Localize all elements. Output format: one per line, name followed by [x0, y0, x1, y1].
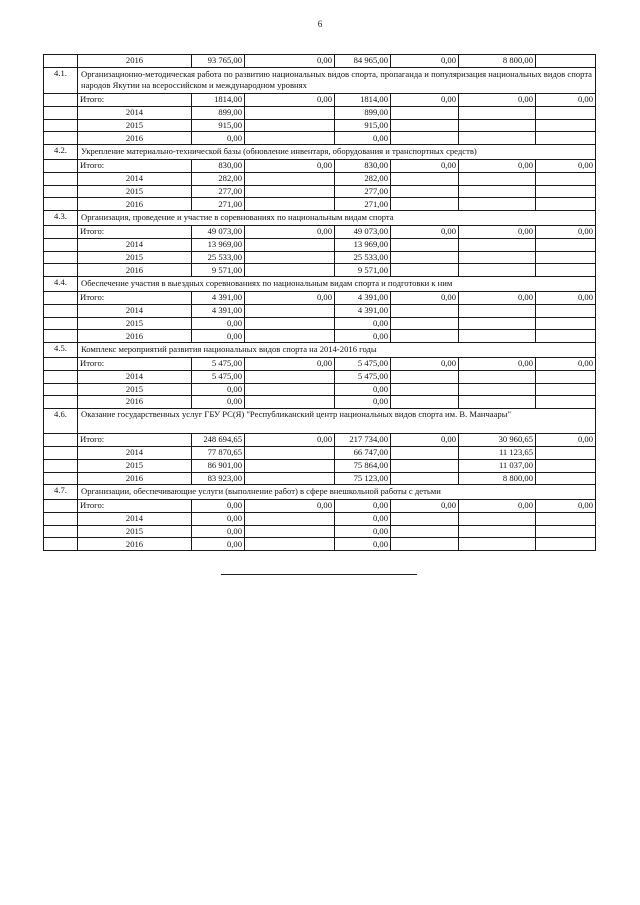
- value-cell: 0,00: [192, 330, 245, 343]
- empty-code-cell: [44, 330, 78, 343]
- value-cell: 282,00: [335, 172, 391, 185]
- row-label-year: 2016: [78, 330, 192, 343]
- value-cell: 0,00: [192, 132, 245, 145]
- row-label-year: 2016: [78, 132, 192, 145]
- value-cell: 25 533,00: [192, 251, 245, 264]
- value-cell: 0,00: [536, 291, 596, 304]
- total-row: [44, 291, 596, 304]
- value-cell: 899,00: [192, 106, 245, 119]
- section-code: 4.1.: [44, 67, 78, 93]
- value-cell: [391, 106, 459, 119]
- value-cell: [391, 525, 459, 538]
- total-row: [44, 159, 596, 172]
- value-cell: 830,00: [192, 159, 245, 172]
- value-cell: [391, 172, 459, 185]
- value-cell: [536, 446, 596, 459]
- value-cell: 0,00: [391, 159, 459, 172]
- value-cell: 0,00: [245, 159, 335, 172]
- value-cell: 899,00: [335, 106, 391, 119]
- row-label-total: Итого:: [78, 357, 192, 370]
- value-cell: 0,00: [536, 357, 596, 370]
- year-row: [44, 370, 596, 383]
- value-cell: [245, 198, 335, 211]
- value-cell: [391, 383, 459, 396]
- value-cell: 0,00: [192, 538, 245, 551]
- row-label-year: 2015: [78, 185, 192, 198]
- value-cell: 0,00: [245, 55, 335, 68]
- section-header-row: [44, 67, 596, 93]
- value-cell: [391, 472, 459, 485]
- value-cell: 77 870,65: [192, 446, 245, 459]
- empty-code-cell: [44, 434, 78, 447]
- value-cell: [245, 304, 335, 317]
- value-cell: 0,00: [459, 357, 536, 370]
- value-cell: 0,00: [335, 396, 391, 409]
- value-cell: 0,00: [245, 291, 335, 304]
- empty-code-cell: [44, 500, 78, 513]
- value-cell: 0,00: [245, 225, 335, 238]
- value-cell: [536, 538, 596, 551]
- value-cell: 0,00: [245, 434, 335, 447]
- value-cell: [536, 330, 596, 343]
- value-cell: [245, 264, 335, 277]
- empty-code-cell: [44, 291, 78, 304]
- value-cell: 8 800,00: [459, 55, 536, 68]
- value-cell: [391, 185, 459, 198]
- section-title: Укрепление материально-технической базы (обновление инвентаря, оборудования и транспортных средств): [78, 145, 596, 160]
- value-cell: [459, 370, 536, 383]
- row-label-year: 2014: [78, 106, 192, 119]
- empty-code-cell: [44, 172, 78, 185]
- value-cell: [536, 317, 596, 330]
- empty-code-cell: [44, 119, 78, 132]
- value-cell: [245, 459, 335, 472]
- value-cell: [391, 396, 459, 409]
- total-row: [44, 357, 596, 370]
- empty-code-cell: [44, 317, 78, 330]
- value-cell: 9 571,00: [192, 264, 245, 277]
- empty-code-cell: [44, 185, 78, 198]
- row-label-year: 2014: [78, 238, 192, 251]
- year-row: [44, 185, 596, 198]
- year-row: [44, 512, 596, 525]
- row-label-year: 2014: [78, 304, 192, 317]
- year-row: [44, 238, 596, 251]
- value-cell: 0,00: [245, 93, 335, 106]
- empty-code-cell: [44, 251, 78, 264]
- value-cell: 5 475,00: [192, 357, 245, 370]
- value-cell: [391, 238, 459, 251]
- value-cell: 86 901,00: [192, 459, 245, 472]
- value-cell: [245, 238, 335, 251]
- value-cell: 0,00: [192, 317, 245, 330]
- value-cell: 84 965,00: [335, 55, 391, 68]
- empty-code-cell: [44, 538, 78, 551]
- value-cell: [536, 172, 596, 185]
- value-cell: 0,00: [335, 132, 391, 145]
- value-cell: 0,00: [391, 357, 459, 370]
- row-label-year: 2015: [78, 317, 192, 330]
- year-row: [44, 317, 596, 330]
- section-code: 4.3.: [44, 211, 78, 226]
- value-cell: 75 123,00: [335, 472, 391, 485]
- value-cell: 0,00: [459, 225, 536, 238]
- value-cell: 0,00: [245, 357, 335, 370]
- value-cell: 0,00: [192, 525, 245, 538]
- value-cell: [245, 446, 335, 459]
- value-cell: 0,00: [391, 291, 459, 304]
- value-cell: 0,00: [335, 525, 391, 538]
- value-cell: [391, 459, 459, 472]
- section-title: Комплекс мероприятий развития национальных видов спорта на 2014-2016 годы: [78, 343, 596, 358]
- value-cell: 11 037,00: [459, 459, 536, 472]
- section-code: 4.6.: [44, 409, 78, 434]
- year-row: [44, 106, 596, 119]
- value-cell: [459, 304, 536, 317]
- row-label-total: Итого:: [78, 225, 192, 238]
- value-cell: 0,00: [391, 500, 459, 513]
- value-cell: 11 123,65: [459, 446, 536, 459]
- value-cell: 66 747,00: [335, 446, 391, 459]
- empty-code-cell: [44, 304, 78, 317]
- value-cell: [391, 132, 459, 145]
- total-row: [44, 500, 596, 513]
- value-cell: 0,00: [536, 93, 596, 106]
- value-cell: 30 960,65: [459, 434, 536, 447]
- value-cell: [536, 512, 596, 525]
- year-row: [44, 132, 596, 145]
- row-label-year: 2016: [78, 472, 192, 485]
- value-cell: [536, 459, 596, 472]
- value-cell: 1814,00: [192, 93, 245, 106]
- value-cell: [459, 251, 536, 264]
- value-cell: [391, 370, 459, 383]
- value-cell: [245, 383, 335, 396]
- value-cell: [536, 55, 596, 68]
- value-cell: 13 969,00: [335, 238, 391, 251]
- value-cell: 277,00: [192, 185, 245, 198]
- value-cell: [245, 525, 335, 538]
- value-cell: 4 391,00: [192, 304, 245, 317]
- value-cell: [391, 330, 459, 343]
- section-title: Обеспечение участия в выездных соревнованиях по национальным видам спорта и подготовки к ним: [78, 277, 596, 292]
- value-cell: [536, 238, 596, 251]
- value-cell: [536, 198, 596, 211]
- value-cell: [459, 132, 536, 145]
- empty-code-cell: [44, 396, 78, 409]
- empty-code-cell: [44, 357, 78, 370]
- total-row: [44, 225, 596, 238]
- year-row: [44, 472, 596, 485]
- year-row: [44, 119, 596, 132]
- value-cell: [245, 538, 335, 551]
- row-label-year: 2016: [78, 264, 192, 277]
- empty-code-cell: [44, 225, 78, 238]
- value-cell: 49 073,00: [335, 225, 391, 238]
- empty-code-cell: [44, 159, 78, 172]
- row-label-year: 2015: [78, 525, 192, 538]
- row-label-total: Итого:: [78, 291, 192, 304]
- row-label-year: 2016: [78, 198, 192, 211]
- value-cell: [459, 264, 536, 277]
- row-label-year: 2016: [78, 55, 192, 68]
- value-cell: 0,00: [391, 55, 459, 68]
- value-cell: [245, 396, 335, 409]
- value-cell: 0,00: [335, 317, 391, 330]
- value-cell: [536, 251, 596, 264]
- value-cell: [245, 132, 335, 145]
- total-row: [44, 93, 596, 106]
- value-cell: [245, 317, 335, 330]
- section-title: Организация, проведение и участие в соревнованиях по национальным видам спорта: [78, 211, 596, 226]
- value-cell: [459, 198, 536, 211]
- empty-code-cell: [44, 525, 78, 538]
- budget-table-body: [44, 55, 596, 551]
- page-number: 6: [317, 19, 323, 29]
- value-cell: 0,00: [391, 93, 459, 106]
- value-cell: 4 391,00: [192, 291, 245, 304]
- value-cell: 83 923,00: [192, 472, 245, 485]
- value-cell: 0,00: [536, 159, 596, 172]
- value-cell: 13 969,00: [192, 238, 245, 251]
- value-cell: 0,00: [335, 500, 391, 513]
- table-row-continuation: [44, 55, 596, 68]
- value-cell: 0,00: [536, 500, 596, 513]
- value-cell: [459, 106, 536, 119]
- row-label-year: 2015: [78, 459, 192, 472]
- value-cell: 0,00: [192, 512, 245, 525]
- row-label-total: Итого:: [78, 159, 192, 172]
- value-cell: 0,00: [335, 538, 391, 551]
- value-cell: [536, 185, 596, 198]
- empty-code-cell: [44, 132, 78, 145]
- value-cell: 1814,00: [335, 93, 391, 106]
- total-row: [44, 434, 596, 447]
- value-cell: [391, 538, 459, 551]
- section-title: Организации, обеспечивающие услуги (выполнение работ) в сфере внешкольной работы с детьми: [78, 485, 596, 500]
- value-cell: [536, 304, 596, 317]
- value-cell: [459, 172, 536, 185]
- value-cell: 271,00: [335, 198, 391, 211]
- year-row: [44, 383, 596, 396]
- value-cell: 5 475,00: [335, 357, 391, 370]
- section-title: Организационно-методическая работа по развитию национальных видов спорта, пропаганда и популяризация национальных видов спорта народов Якутии на всероссийском и международном уровнях: [78, 67, 596, 93]
- value-cell: [459, 525, 536, 538]
- value-cell: [245, 106, 335, 119]
- year-row: [44, 538, 596, 551]
- value-cell: 0,00: [459, 93, 536, 106]
- value-cell: [459, 330, 536, 343]
- value-cell: 0,00: [192, 383, 245, 396]
- value-cell: [391, 264, 459, 277]
- section-code: 4.4.: [44, 277, 78, 292]
- year-row: [44, 459, 596, 472]
- section-header-row: [44, 277, 596, 292]
- empty-code-cell: [44, 198, 78, 211]
- empty-code-cell: [44, 383, 78, 396]
- empty-code-cell: [44, 55, 78, 68]
- value-cell: 0,00: [335, 383, 391, 396]
- empty-code-cell: [44, 446, 78, 459]
- value-cell: [391, 446, 459, 459]
- value-cell: 248 694,65: [192, 434, 245, 447]
- year-row: [44, 396, 596, 409]
- value-cell: 0,00: [192, 396, 245, 409]
- row-label-year: 2015: [78, 119, 192, 132]
- value-cell: 75 864,00: [335, 459, 391, 472]
- empty-code-cell: [44, 459, 78, 472]
- value-cell: [536, 383, 596, 396]
- value-cell: 0,00: [459, 291, 536, 304]
- value-cell: 0,00: [459, 500, 536, 513]
- year-row: [44, 304, 596, 317]
- row-label-year: 2014: [78, 370, 192, 383]
- value-cell: 5 475,00: [335, 370, 391, 383]
- value-cell: [391, 251, 459, 264]
- page-divider-line: [221, 574, 417, 575]
- value-cell: [536, 119, 596, 132]
- value-cell: [459, 396, 536, 409]
- empty-code-cell: [44, 93, 78, 106]
- value-cell: 0,00: [536, 225, 596, 238]
- row-label-year: 2016: [78, 396, 192, 409]
- value-cell: 0,00: [192, 500, 245, 513]
- value-cell: [245, 119, 335, 132]
- row-label-year: 2014: [78, 446, 192, 459]
- value-cell: [245, 185, 335, 198]
- value-cell: [459, 317, 536, 330]
- value-cell: 0,00: [391, 225, 459, 238]
- value-cell: 830,00: [335, 159, 391, 172]
- empty-code-cell: [44, 106, 78, 119]
- value-cell: 271,00: [192, 198, 245, 211]
- value-cell: 282,00: [192, 172, 245, 185]
- value-cell: [245, 251, 335, 264]
- row-label-total: Итого:: [78, 93, 192, 106]
- budget-table: [43, 54, 596, 551]
- value-cell: [459, 185, 536, 198]
- value-cell: [245, 370, 335, 383]
- year-row: [44, 264, 596, 277]
- value-cell: [459, 538, 536, 551]
- value-cell: [391, 119, 459, 132]
- value-cell: 277,00: [335, 185, 391, 198]
- empty-code-cell: [44, 370, 78, 383]
- empty-code-cell: [44, 238, 78, 251]
- value-cell: 93 765,00: [192, 55, 245, 68]
- row-label-total: Итого:: [78, 500, 192, 513]
- empty-code-cell: [44, 512, 78, 525]
- value-cell: [459, 238, 536, 251]
- section-code: 4.7.: [44, 485, 78, 500]
- value-cell: 4 391,00: [335, 291, 391, 304]
- value-cell: 0,00: [335, 512, 391, 525]
- value-cell: [536, 264, 596, 277]
- value-cell: [245, 512, 335, 525]
- section-header-row: [44, 145, 596, 160]
- value-cell: [245, 172, 335, 185]
- empty-code-cell: [44, 264, 78, 277]
- year-row: [44, 330, 596, 343]
- row-label-year: 2014: [78, 172, 192, 185]
- section-code: 4.2.: [44, 145, 78, 160]
- row-label-total: Итого:: [78, 434, 192, 447]
- value-cell: [536, 525, 596, 538]
- value-cell: 217 734,00: [335, 434, 391, 447]
- value-cell: 8 800,00: [459, 472, 536, 485]
- value-cell: [391, 512, 459, 525]
- value-cell: 49 073,00: [192, 225, 245, 238]
- year-row: [44, 198, 596, 211]
- value-cell: 25 533,00: [335, 251, 391, 264]
- value-cell: [245, 472, 335, 485]
- section-code: 4.5.: [44, 343, 78, 358]
- row-label-year: 2015: [78, 251, 192, 264]
- value-cell: [459, 119, 536, 132]
- value-cell: 0,00: [245, 500, 335, 513]
- value-cell: [459, 512, 536, 525]
- value-cell: 5 475,00: [192, 370, 245, 383]
- value-cell: 915,00: [335, 119, 391, 132]
- empty-code-cell: [44, 472, 78, 485]
- year-row: [44, 251, 596, 264]
- value-cell: [391, 317, 459, 330]
- year-row: [44, 446, 596, 459]
- row-label-year: 2015: [78, 383, 192, 396]
- value-cell: 0,00: [536, 434, 596, 447]
- value-cell: [536, 396, 596, 409]
- section-header-row: [44, 485, 596, 500]
- section-header-row: [44, 211, 596, 226]
- value-cell: [391, 304, 459, 317]
- section-title: Оказание государственных услуг ГБУ РС(Я) "Республиканский центр национальных видов спорта им. В. Манчаары": [78, 409, 596, 434]
- section-header-row: [44, 343, 596, 358]
- value-cell: 0,00: [335, 330, 391, 343]
- value-cell: 0,00: [459, 159, 536, 172]
- value-cell: 4 391,00: [335, 304, 391, 317]
- year-row: [44, 172, 596, 185]
- value-cell: [536, 106, 596, 119]
- value-cell: [536, 132, 596, 145]
- row-label-year: 2016: [78, 538, 192, 551]
- value-cell: [536, 472, 596, 485]
- year-row: [44, 525, 596, 538]
- value-cell: 0,00: [391, 434, 459, 447]
- value-cell: 9 571,00: [335, 264, 391, 277]
- row-label-year: 2014: [78, 512, 192, 525]
- value-cell: [459, 383, 536, 396]
- section-header-row: [44, 409, 596, 434]
- value-cell: [391, 198, 459, 211]
- value-cell: [536, 370, 596, 383]
- value-cell: [245, 330, 335, 343]
- value-cell: 915,00: [192, 119, 245, 132]
